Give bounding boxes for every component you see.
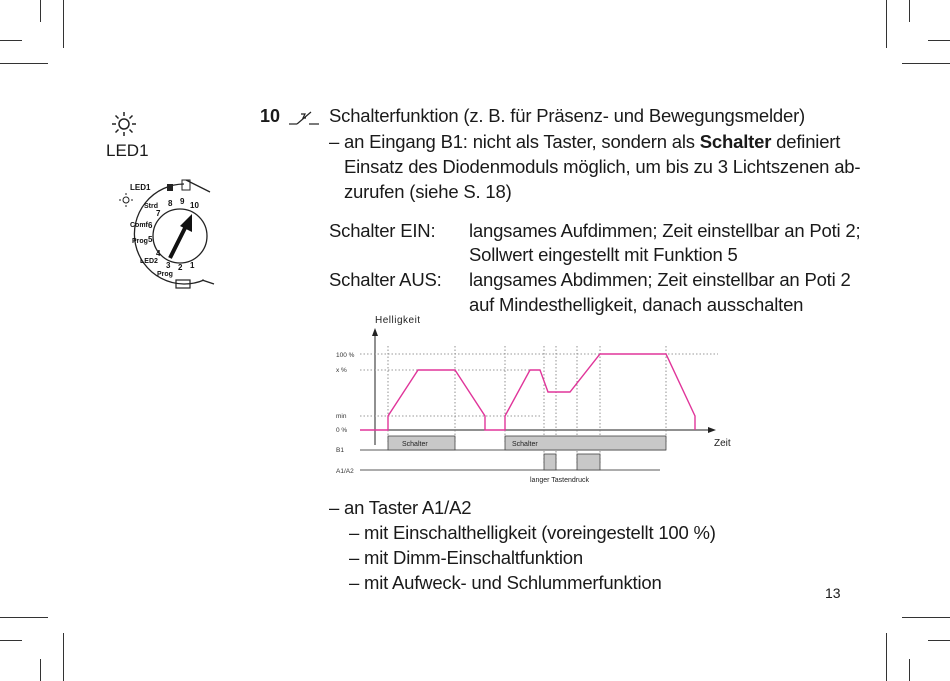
langer-tastendruck-label: langer Tastendruck	[530, 477, 590, 484]
crop-mark	[0, 617, 48, 618]
input-b1-bold: Schalter	[699, 131, 772, 152]
dial-num-10: 10	[190, 201, 199, 210]
input-b1-prefix: – an Eingang B1: nicht als Taster, sondern als	[329, 131, 695, 152]
crop-mark	[909, 659, 910, 681]
brightness-curve	[360, 354, 695, 430]
taster-line: – an Taster A1/A2	[329, 497, 472, 518]
dial-label-strd: Strd	[144, 203, 158, 210]
dial-num-1: 1	[190, 261, 195, 270]
dial-label-prog-lower: Prog	[157, 271, 173, 278]
dial-label-led2: LED2	[140, 258, 158, 265]
input-b1-line	[329, 130, 840, 154]
schalter-aus-text: langsames Abdimmen; Zeit einstellbar an Poti 2	[469, 269, 851, 290]
y-label-100: 100 %	[336, 352, 355, 359]
dial-num-5: 5	[148, 235, 153, 244]
dial-num-9: 9	[180, 197, 185, 206]
schalter-ein-text: langsames Aufdimmen; Zeit einstellbar an Poti 2;	[469, 220, 861, 241]
dial-num-8: 8	[168, 199, 173, 208]
schalter-bar-label: Schalter	[402, 441, 428, 448]
crop-mark	[902, 617, 950, 618]
crop-mark	[928, 40, 950, 41]
diagram-title: Helligkeit	[375, 315, 421, 326]
crop-mark	[40, 659, 41, 681]
section-number: 10	[260, 106, 281, 126]
dial-num-6: 6	[148, 221, 153, 230]
crop-mark	[902, 63, 950, 64]
bullet-item: – mit Einschalthelligkeit (voreingestellt 100 %)	[349, 522, 716, 543]
dial-label-prog-upper: Prog	[132, 238, 148, 245]
led-sun-icon	[110, 110, 138, 138]
crop-mark	[0, 40, 22, 41]
rotary-dial	[110, 176, 220, 296]
schalter-ein-text: Sollwert eingestellt mit Funktion 5	[469, 244, 738, 265]
y-label-min: min	[336, 413, 347, 420]
bullet-item: – mit Dimm-Einschaltfunktion	[349, 547, 583, 568]
led-label: LED1	[106, 141, 149, 160]
input-b1-suffix: definiert	[776, 131, 841, 152]
section-heading: Schalterfunktion (z. B. für Präsenz- und Bewegungsmelder)	[329, 105, 806, 126]
y-label-0: 0 %	[336, 427, 348, 434]
schalter-bar-label: Schalter	[512, 441, 538, 448]
switch-symbol-icon	[287, 108, 321, 128]
crop-mark	[909, 0, 910, 22]
dial-num-7: 7	[156, 209, 161, 218]
paragraph-line: Einsatz des Diodenmoduls möglich, um bis zu 3 Lichtszenen ab-	[344, 156, 861, 177]
schalter-ein-label: Schalter EIN:	[329, 220, 436, 241]
paragraph-line: zurufen (siehe S. 18)	[344, 181, 512, 202]
b1-label: B1	[336, 447, 344, 454]
crop-mark	[40, 0, 41, 22]
schalter-aus-text: auf Mindesthelligkeit, danach ausschalten	[469, 294, 804, 315]
crop-mark	[928, 640, 950, 641]
y-label-x: x %	[336, 367, 347, 374]
dial-num-3: 3	[166, 261, 171, 270]
dial-num-4: 4	[156, 249, 161, 258]
a1a2-press-bar	[577, 454, 600, 470]
dial-label-led1: LED1	[130, 183, 151, 192]
crop-mark	[0, 63, 48, 64]
dial-num-2: 2	[178, 263, 183, 272]
a1a2-label: A1/A2	[336, 468, 354, 475]
crop-mark	[886, 0, 887, 48]
timing-diagram	[330, 310, 750, 490]
crop-mark	[886, 633, 887, 681]
up-down-icon	[167, 184, 173, 191]
dial-label-comf: Comf	[130, 222, 148, 229]
bullet-item: – mit Aufweck- und Schlummerfunktion	[349, 572, 662, 593]
axis-label-zeit: Zeit	[714, 438, 731, 449]
crop-mark	[63, 0, 64, 48]
crop-mark	[0, 640, 22, 641]
schalter-aus-label: Schalter AUS:	[329, 269, 442, 290]
crop-mark	[63, 633, 64, 681]
sun-small-icon	[119, 193, 133, 207]
a1a2-press-bar	[544, 454, 556, 470]
page-number: 13	[825, 585, 841, 601]
